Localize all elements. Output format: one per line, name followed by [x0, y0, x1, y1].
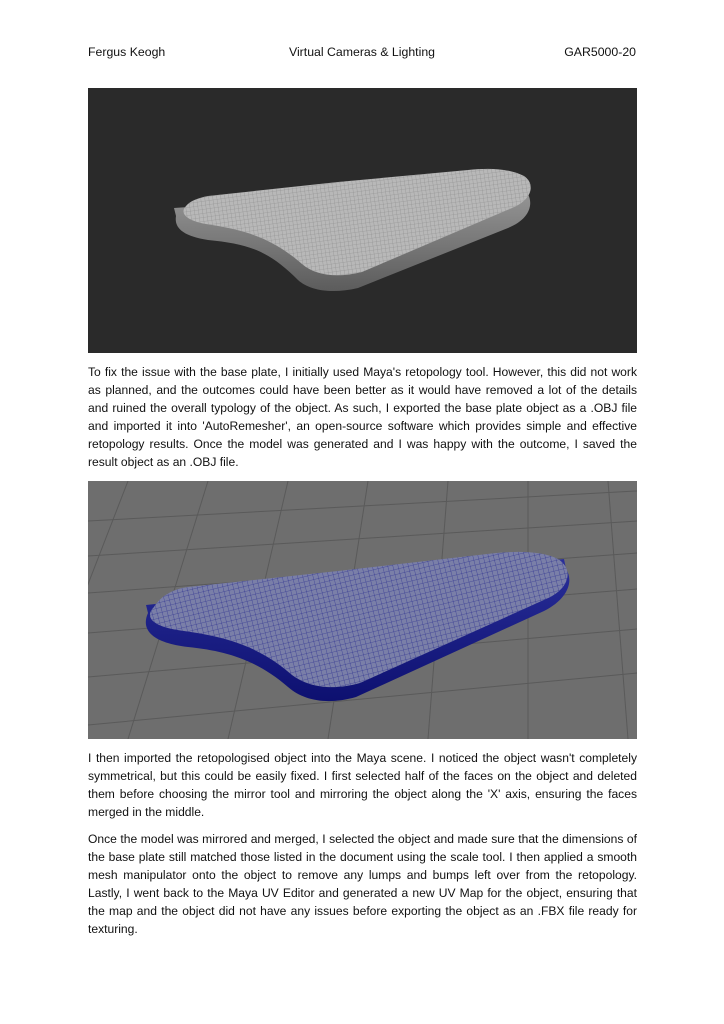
paragraph-uv-export: Once the model was mirrored and merged, I selected the object and made sure that the dimensions of the base plate still matched those listed in the document using the scale tool. I then applied a smooth mesh manipulator onto the object to remove any lumps and bumps left over from the retopology. Lastly, I went back to the Maya UV Editor and generated a new UV Map for the object, ensuring that the map and the object did not have any issues before exporting the object as an .FBX file ready for texturing.	[88, 832, 637, 937]
page-header	[88, 45, 636, 63]
base-plate-remeshed-render	[88, 481, 637, 739]
header-code: GAR5000-20	[564, 45, 636, 59]
header-title: Virtual Cameras & Lighting	[288, 45, 436, 59]
figure-base-plate-original	[88, 88, 637, 353]
figure-base-plate-retopologised	[88, 481, 637, 739]
paragraph-retopology: To fix the issue with the base plate, I initially used Maya's retopology tool. However, this did not work as planned, and the outcomes could have been better as it would have removed a lot of the details and ruined the overall typology of the object. As such, I exported the base plate object as a .OBJ file and imported it into 'AutoRemesher', an open-source software which provides simple and effective retopology results. Once the model was generated and I was happy with the outcome, I saved the result object as an .OBJ file.	[88, 365, 637, 470]
paragraph-mirror: I then imported the retopologised object into the Maya scene. I noticed the object wasn't completely symmetrical, but this could be easily fixed. I first selected half of the faces on the object and deleted them before choosing the mirror tool and mirroring the object along the 'X' axis, ensuring the faces merged in the middle.	[88, 751, 637, 820]
header-author: Fergus Keogh	[88, 45, 166, 59]
base-plate-wireframe-render	[88, 88, 637, 353]
